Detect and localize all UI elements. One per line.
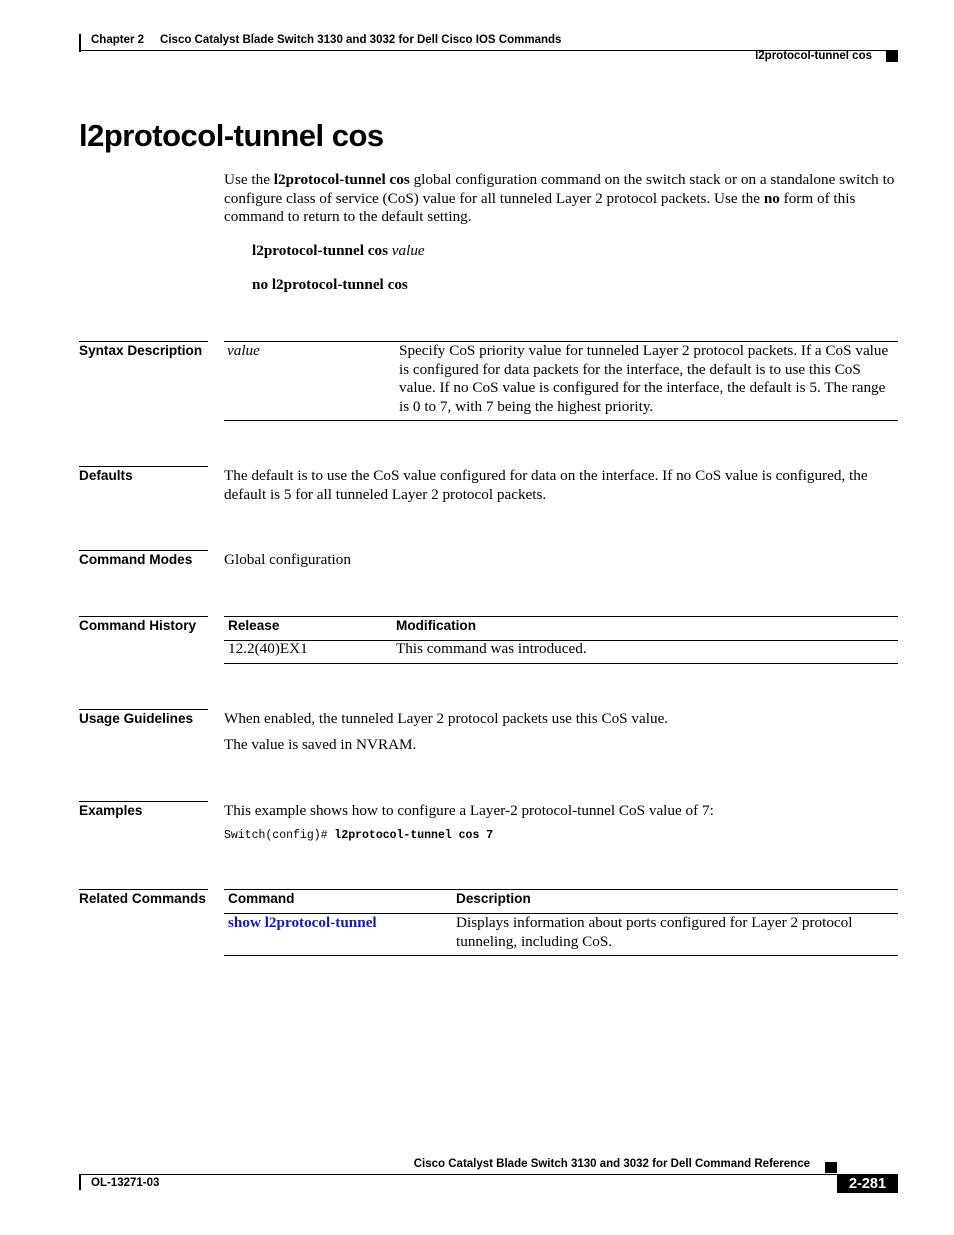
examples-label: Examples [79,803,143,818]
defaults-label: Defaults [79,468,133,483]
header-section-name: l2protocol-tunnel cos [755,50,872,62]
syntax-description-label-rule [79,341,208,342]
footer-doc-number: OL-13271-03 [91,1177,160,1189]
example-code [224,829,493,842]
history-row-modification: This command was introduced. [396,640,587,657]
usage-guidelines-text-1: When enabled, the tunneled Layer 2 protocol packets use this CoS value. [224,710,669,727]
syntax-argument: value [391,242,425,259]
usage-guidelines-label: Usage Guidelines [79,711,194,726]
syntax-no-command: no l2protocol-tunnel cos [252,276,408,293]
history-table-top-rule [224,616,898,617]
related-commands-label-rule [79,889,208,890]
code-prompt: Switch(config)# [224,829,335,842]
header-book-title: Cisco Catalyst Blade Switch 3130 and 3032 for Dell Cisco IOS Commands [160,34,562,46]
syntax-line-1 [252,242,425,261]
footer-page-number: 2-281 [837,1174,898,1193]
footer-vertical-rule [79,1174,81,1190]
syntax-command: l2protocol-tunnel cos [252,242,388,259]
intro-paragraph [224,171,898,227]
related-col-command: Command [228,891,295,906]
chapter-label: Chapter 2 [91,34,145,46]
command-modes-label: Command Modes [79,552,193,567]
command-modes-label-rule [79,550,208,551]
usage-guidelines-label-rule [79,709,208,710]
syntax-description-label: Syntax Description [79,343,203,358]
related-command-link[interactable]: show l2protocol-tunnel [228,914,377,931]
intro-text-1: Use the [224,171,274,188]
footer-marker-block [825,1162,837,1173]
footer-rule [79,1174,898,1175]
defaults-label-rule [79,466,208,467]
intro-text-2: global configuration command on the switch stack or on a standalone switch to configure class of service (CoS) value for all tunneled Layer 2 protocol packets. Use the [224,171,895,207]
intro-no-keyword: no [763,189,780,207]
command-modes-text: Global configuration [224,551,351,568]
header-marker-block [886,51,898,62]
footer-book-title: Cisco Catalyst Blade Switch 3130 and 3032 for Dell Command Reference [413,1158,810,1170]
syntax-param-description: Specify CoS priority value for tunneled Layer 2 protocol packets. If a CoS value is configured for data packets for the interface, the default is to use this CoS value. If no CoS value is configured for the interface, the default is 5. The range is 0 to 7, with 7 being the highest priority. [399,342,889,416]
examples-text: This example shows how to configure a Layer-2 protocol-tunnel CoS value of 7: [224,802,714,819]
usage-guidelines-text-2: The value is saved in NVRAM. [224,736,417,753]
related-col-description: Description [456,891,531,906]
examples-label-rule [79,801,208,802]
page-title: l2protocol-tunnel cos [79,118,384,153]
history-row-release: 12.2(40)EX1 [228,640,308,657]
history-col-modification: Modification [396,618,477,633]
related-table-bottom-rule [224,955,898,956]
history-table-bottom-rule [224,663,898,664]
syntax-table-bottom-rule [224,420,898,421]
intro-text-3: form of this command to return to the default setting. [224,189,856,226]
running-header [91,34,561,46]
intro-command: l2protocol-tunnel cos [273,171,410,188]
code-command: l2protocol-tunnel cos 7 [334,829,494,842]
defaults-text: The default is to use the CoS value configured for data on the interface. If no CoS value is configured, the default is 5 for all tunneled Layer 2 protocol packets. [224,467,868,503]
command-history-label: Command History [79,618,197,633]
related-table-top-rule [224,889,898,890]
related-commands-label: Related Commands [79,891,206,906]
related-command-description: Displays information about ports configured for Layer 2 protocol tunneling, including CoS. [456,914,853,950]
syntax-line-2 [252,276,408,295]
syntax-param: value [227,342,260,359]
command-history-label-rule [79,616,208,617]
history-col-release: Release [228,618,280,633]
